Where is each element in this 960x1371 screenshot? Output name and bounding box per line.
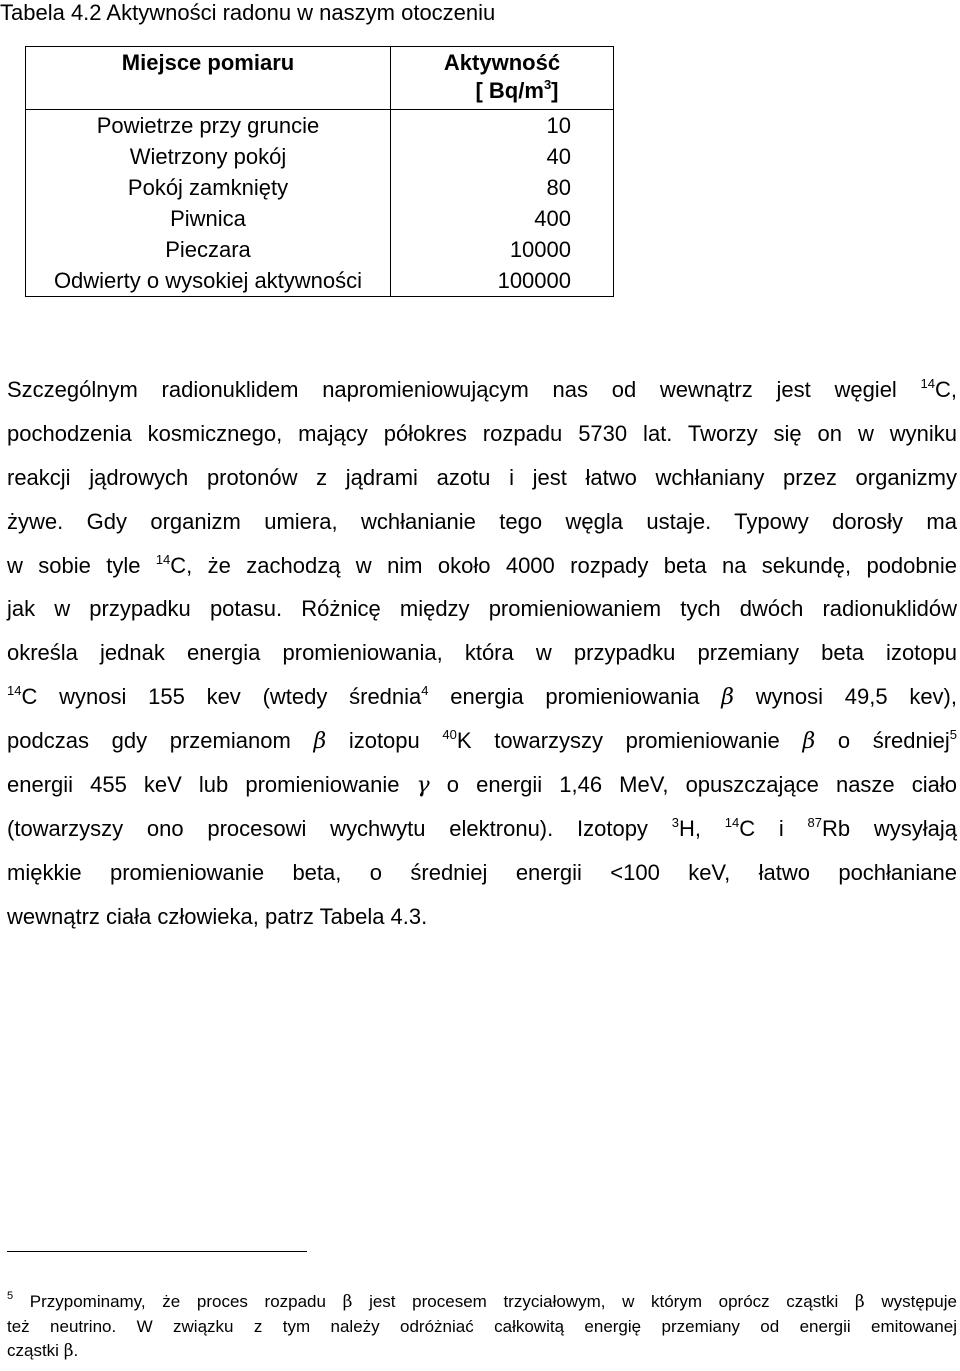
paragraph-line: $^{14}$C wynosi 155 kev (wtedy średnia$^4$ energia promieniowania β wynosi 49,5 kev),	[7, 683, 957, 711]
cell-activity: 100000	[391, 265, 614, 297]
cell-activity: 40	[391, 141, 614, 172]
paragraph-line: określa jednak energia promieniowania, która w przypadku przemiany beta izotopu	[7, 640, 957, 666]
beta-symbol: β	[63, 1341, 74, 1361]
footnote-line: cząstki β.	[7, 1341, 79, 1361]
cell-activity: 10000	[391, 234, 614, 265]
header-activity	[391, 47, 614, 110]
cell-activity: 10	[391, 110, 614, 142]
table-row	[26, 265, 614, 297]
cell-activity: 400	[391, 203, 614, 234]
table-row	[26, 110, 614, 142]
paragraph-line: pochodzenia kosmicznego, mający półokres rozpadu 5730 lat. Tworzy się on w wyniku	[7, 420, 957, 446]
footnote-mark: 5	[7, 1290, 14, 1302]
gamma-symbol: γ	[416, 773, 430, 799]
cell-activity: 80	[391, 172, 614, 203]
beta-symbol: β	[802, 729, 816, 755]
paragraph-line: Szczególnym radionuklidem napromieniowującym nas od wewnątrz jest węgiel $^{14}$C,	[7, 376, 957, 402]
paragraph-line: reakcji jądrowych protonów z jądrami azotu i jest łatwo wchłaniany przez organizmy	[7, 464, 957, 490]
table-row	[26, 203, 614, 234]
header-activity-label: Aktywność	[443, 50, 561, 75]
paragraph-line: wewnątrz ciała człowieka, patrz Tabela 4.3.	[7, 903, 428, 929]
paragraph-line: w sobie tyle $^{14}$C, że zachodzą w nim około 4000 rozpady beta na sekundę, podobnie	[7, 551, 957, 578]
table-caption: Tabela 4.2 Aktywności radonu w naszym otoczeniu	[0, 0, 496, 25]
footnote-line: $^5$ Przypominamy, że proces rozpadu β jest procesem trzyciałowym, w którym oprócz cząstki β występuje	[7, 1290, 957, 1312]
cell-place: Wietrzony pokój	[26, 141, 391, 172]
footnote-divider	[7, 1251, 307, 1252]
paragraph-line: podczas gdy przemianom β izotopu $^{40}$K towarzyszy promieniowanie β o średniej$^5$	[7, 727, 957, 755]
beta-symbol: β	[854, 1292, 865, 1312]
body-paragraph	[7, 368, 957, 939]
paragraph-line: żywe. Gdy organizm umiera, wchłanianie tego węgla ustaje. Typowy dorosły ma	[7, 508, 957, 534]
cell-place: Piwnica	[26, 203, 391, 234]
cell-place: Pokój zamknięty	[26, 172, 391, 203]
header-unit: [ $Bq/m^3$]	[475, 77, 559, 103]
table-row	[26, 172, 614, 203]
table-row	[26, 234, 614, 265]
header-place: Miejsce pomiaru	[26, 47, 391, 110]
footnote	[7, 1290, 957, 1364]
footnote-ref: 5	[949, 727, 957, 743]
table-row	[26, 141, 614, 172]
paragraph-line: energii 455 keV lub promieniowanie γ o energii 1,46 MeV, opuszczające nasze ciało	[7, 772, 957, 799]
cell-place: Pieczara	[26, 234, 391, 265]
table-header-row	[26, 47, 614, 110]
cell-place: Powietrze przy gruncie	[26, 110, 391, 142]
footnote-line: też neutrino. W związku z tym należy odróżniać całkowitą energię przemiany od energii emitowanej	[7, 1316, 957, 1336]
beta-symbol: β	[313, 729, 327, 755]
beta-symbol: β	[721, 685, 734, 711]
paragraph-line: miękkie promieniowanie beta, o średniej energii <100 keV, łatwo pochłaniane	[7, 859, 957, 885]
beta-symbol: β	[342, 1292, 353, 1312]
paragraph-line: jak w przypadku potasu. Różnicę między promieniowaniem tych dwóch radionuklidów	[7, 596, 957, 622]
radon-activity-table	[25, 46, 614, 297]
paragraph-line: (towarzyszy ono procesowi wychwytu elektronu). Izotopy $^3$H, $^{14}$C i $^{87}$Rb wysyłają	[7, 814, 958, 841]
cell-place: Odwierty o wysokiej aktywności	[26, 265, 391, 297]
